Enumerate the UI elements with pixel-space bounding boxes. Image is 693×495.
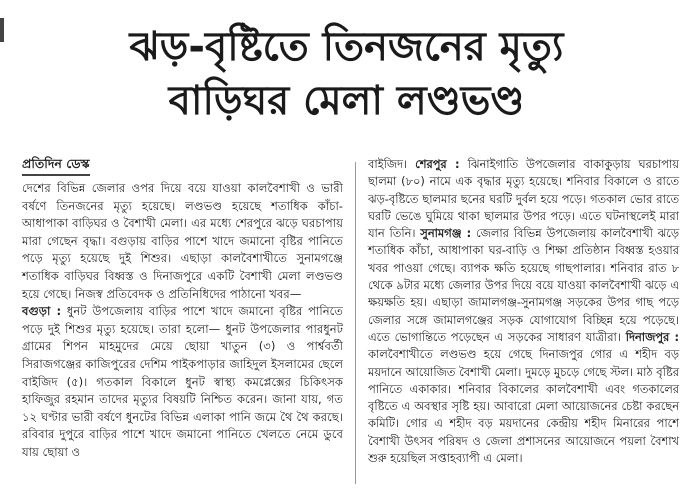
place-label-bogura: বগুড়া : xyxy=(22,304,62,319)
headline-line-1: ঝড়-বৃষ্টিতে তিনজনের মৃত্যু xyxy=(129,24,564,70)
byline: প্রতিদিন ডেস্ক xyxy=(22,156,90,176)
article-column-right xyxy=(368,156,679,467)
place-label-dinajpur: দিনাজপুর : xyxy=(625,329,680,344)
paragraph-text-sherpur: ঝিনাইগাতি উপজেলার বাকাকুড়ায় ঘরচাপায় ছালমা (৮০) নামে এক বৃদ্ধার মৃত্যু হয়েছে। শনিবার বিকালে ও রাতে ঝড়-বৃষ্টিতে ছালমার ছনের ঘরটি দুর্বল হয়ে পড়ে। গতকাল ভোর রাতে ঘরটি ভেঙে ঘুমিয়ে থাকা ছালমার উপর পড়ে। এতে ঘটনাস্থলেই মারা যান তিনি। xyxy=(368,157,679,241)
paragraph-text-bogura: ধুনট উপজেলায় বাড়ির পাশে খাদে জমানো বৃষ্টির পানিতে পড়ে দুই শিশুর মৃত্যু হয়েছে। তারা হলো— ধুনট উপজেলার পারধুনট গ্রামের শিপন মাহমুদের মেয়ে ছোয়া খাতুন (৩) ও পার্শ্ববর্তী সিরাজগঞ্জের কাজিপুরের দেশিম পাইকপাড়ার জাহিদুল ইসলামের ছেলে বাইজিদ (৫)। গতকাল বিকালে ধুনট স্বাস্থ্য কমপ্লেক্সের চিকিৎসক হাফিজুর রহমান তাদের মৃত্যুর বিষয়টি নিশ্চিত করেন। জানা যায়, গত ১২ ঘণ্টার ভারী বর্ষণে ধুনটের বিভিন্ন এলাকা পানি জমে থৈ থৈ করছে। রবিবার দুপুরে বাড়ির পাশে খাদে জমানো পানিতে খেলতে নেমে ডুবে যায় ছোয়া ও xyxy=(22,304,343,459)
article-paragraph-right xyxy=(368,156,679,467)
article-paragraph-bogura xyxy=(22,303,343,461)
paragraph-lead-text: বাইজিদ। xyxy=(368,157,416,171)
place-label-sunamganj: সুনামগঞ্জ : xyxy=(420,226,472,241)
article-column-left xyxy=(22,172,343,462)
article-paragraph-intro: দেশের বিভিন্ন জেলার ওপর দিয়ে বয়ে যাওয়া কালবৈশাখী ও ভারী বর্ষণে তিনজনের মৃত্যু হয়েছে। লণ্ডভণ্ড হয়েছে শতাধিক কাঁচা-আধাপাকা বাড়িঘর ও বৈশাখী মেলা। এর মধ্যে শেরপুরে ঝড়ে ঘরচাপায় মারা গেছেন বৃদ্ধা। বগুড়ায় বাড়ির পাশে খাদে জমানো বৃষ্টির পানিতে পড়ে মৃত্যু হয়েছে দুই শিশুর। এছাড়া কালবৈশাখীতে সুনামগঞ্জে শতাধিক বাড়িঘর বিধ্বস্ত ও দিনাজপুরে একটি বৈশাখী মেলা লণ্ডভণ্ড হয়ে গেছে। নিজস্ব প্রতিবেদক ও প্রতিনিধিদের পাঠানো খবর— xyxy=(22,181,343,301)
paragraph-text-dinajpur: কালবৈশাখীতে লণ্ডভণ্ড হয়ে গেছে দিনাজপুর গোর এ শহীদ বড় ময়দানে আয়োজিত বৈশাখী মেলা। দুমড়ে মুচড়ে গেছে স্টল। মাঠ বৃষ্টির পানিতে একাকার। শনিবার বিকালের কালবৈশাখী এবং গতকালের বৃষ্টিতে এ অবস্থার সৃষ্টি হয়। আবারো মেলা আয়োজনের চেষ্টা করছেন কমিটি। গোর এ শহীদ বড় ময়দানের কেন্দ্রীয় শহীদ মিনারের পাশে বৈশাখী উৎসব পরিষদ ও জেলা প্রশাসনের আয়োজনে পয়লা বৈশাখ শুরু হয়েছিল সপ্তাহব্যাপী এ মেলা। xyxy=(368,347,679,466)
column-divider xyxy=(355,162,356,484)
place-label-sherpur: শেরপুর : xyxy=(415,157,460,171)
headline-line-2: বাড়িঘর মেলা লণ্ডভণ্ড xyxy=(168,78,525,124)
headline xyxy=(0,20,693,128)
paragraph-text-sunamganj: জেলার বিভিন্ন উপজেলায় কালবৈশাখী ঝড়ে শতাধিক কাঁচা, আধাপাকা ঘর-বাড়ি ও শিক্ষা প্রতিষ্ঠান বিধ্বস্ত হওয়ার খবর পাওয়া গেছে। ব্যাপক ক্ষতি হয়েছে গাছপালার। শনিবার রাত ৮ থেকে ৯টার মধ্যে জেলার উপর দিয়ে বয়ে যাওয়া কালবৈশাখী ঝড়ে এ ক্ষয়ক্ষতি হয়। এছাড়া জামালগঞ্জ-সুনামগঞ্জ সড়কের উপর গাছ পড়ে জেলার সঙ্গে জামালগঞ্জের সড়ক যোগাযোগ বিচ্ছিন্ন হয়ে পড়েছে। এতে ভোগান্তিতে পড়েছেন এ সড়কের সাধারণ যাত্রীরা। xyxy=(368,226,680,344)
